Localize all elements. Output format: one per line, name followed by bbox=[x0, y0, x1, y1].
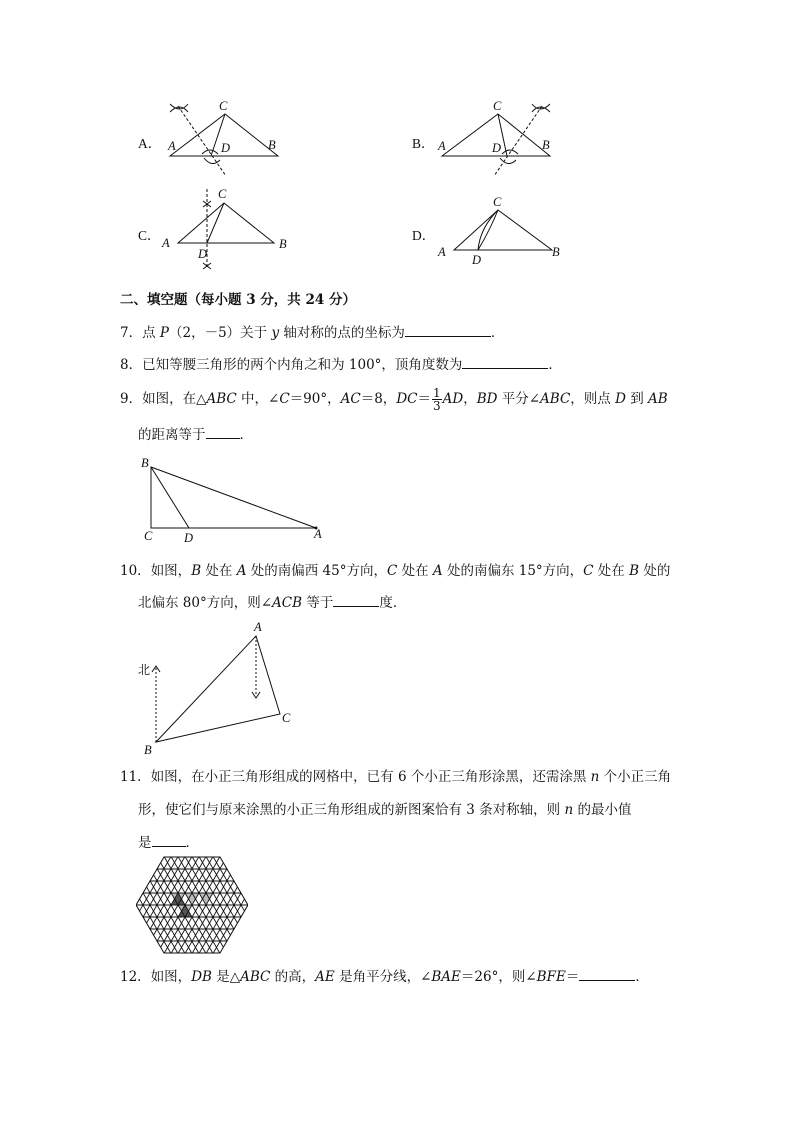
answer-blank[interactable] bbox=[462, 354, 548, 369]
option-d-label: D． bbox=[412, 228, 436, 243]
pt-d: D bbox=[198, 247, 208, 261]
answer-blank[interactable] bbox=[152, 832, 186, 847]
pt-b: B bbox=[279, 237, 287, 251]
option-b-label: B． bbox=[412, 136, 435, 151]
section-title: 二、填空题（每小题 3 分，共 24 分） bbox=[120, 292, 356, 308]
pt-b: B bbox=[144, 743, 152, 757]
answer-blank[interactable] bbox=[579, 966, 635, 981]
question-10-line-1: 10．如图，B 处在 A 处的南偏西 45°方向，C 处在 A 处的南偏东 15°方向，C 处在 B 处的 bbox=[120, 563, 671, 579]
shaded-triangle bbox=[199, 893, 213, 905]
option-c-figure bbox=[158, 185, 298, 271]
option-d-figure bbox=[434, 190, 574, 270]
question-9-figure bbox=[138, 452, 338, 546]
question-11-line-3: 是 ． bbox=[138, 832, 199, 853]
question-8: 8．已知等腰三角形的两个内角之和为 100°，顶角度数为 ． bbox=[120, 354, 562, 375]
pt-d: D bbox=[472, 253, 482, 267]
pt-d: D bbox=[221, 141, 231, 155]
pt-a: A bbox=[168, 139, 176, 153]
question-12: 12．如图，DB 是△ABC 的高，AE 是角平分线，∠BAE＝26°，则∠BFE＝ ． bbox=[120, 966, 649, 987]
pt-c: C bbox=[144, 529, 153, 543]
option-a-figure bbox=[160, 98, 290, 180]
shaded-triangle bbox=[185, 893, 199, 905]
question-11-triangle-grid bbox=[136, 855, 248, 955]
question-10-figure bbox=[134, 618, 304, 758]
pt-b: B bbox=[268, 138, 276, 152]
pt-c: C bbox=[282, 711, 291, 725]
pt-c: C bbox=[218, 187, 227, 201]
pt-d: D bbox=[184, 531, 194, 545]
pt-c: C bbox=[219, 99, 228, 113]
fraction: $\frac{1}{3}$ bbox=[432, 386, 441, 413]
pt-a: A bbox=[162, 236, 170, 250]
question-9-line-2: 的距离等于 ． bbox=[138, 424, 253, 445]
question-11-line-2: 形，使它们与原来涂黑的小正三角形组成的新图案恰有 3 条对称轴，则 n 的最小值 bbox=[138, 802, 632, 818]
question-10-line-2: 北偏东 80°方向，则∠ACB 等于 度． bbox=[138, 592, 406, 613]
pt-a: A bbox=[438, 139, 446, 153]
answer-blank[interactable] bbox=[333, 592, 379, 607]
pt-a: A bbox=[438, 245, 446, 259]
north-label: 北 bbox=[138, 663, 151, 677]
option-a-label: A． bbox=[138, 136, 162, 151]
answer-blank[interactable] bbox=[206, 424, 240, 439]
pt-a: A bbox=[254, 620, 262, 634]
question-9-line-1: 9．如图，在△ABC 中，∠C＝90°，AC＝8，DC＝ $\frac{1}{3}$ AD，BD 平分∠ABC，则点 D 到 AB bbox=[120, 386, 668, 413]
pt-b: B bbox=[542, 138, 550, 152]
answer-blank[interactable] bbox=[405, 322, 491, 337]
pt-a: A bbox=[314, 527, 322, 541]
option-b-figure bbox=[430, 98, 560, 180]
option-c-label: C． bbox=[138, 228, 161, 243]
pt-b: B bbox=[141, 456, 149, 470]
pt-d: D bbox=[492, 141, 502, 155]
pt-c: C bbox=[493, 195, 502, 209]
question-7: 7．点 P（2，－5）关于 y 轴对称的点的坐标为 ． bbox=[120, 322, 504, 343]
pt-c: C bbox=[493, 99, 502, 113]
pt-b: B bbox=[552, 245, 560, 259]
question-11-line-1: 11．如图，在小正三角形组成的网格中，已有 6 个小正三角形涂黑，还需涂黑 n 个小正三角 bbox=[120, 769, 672, 785]
